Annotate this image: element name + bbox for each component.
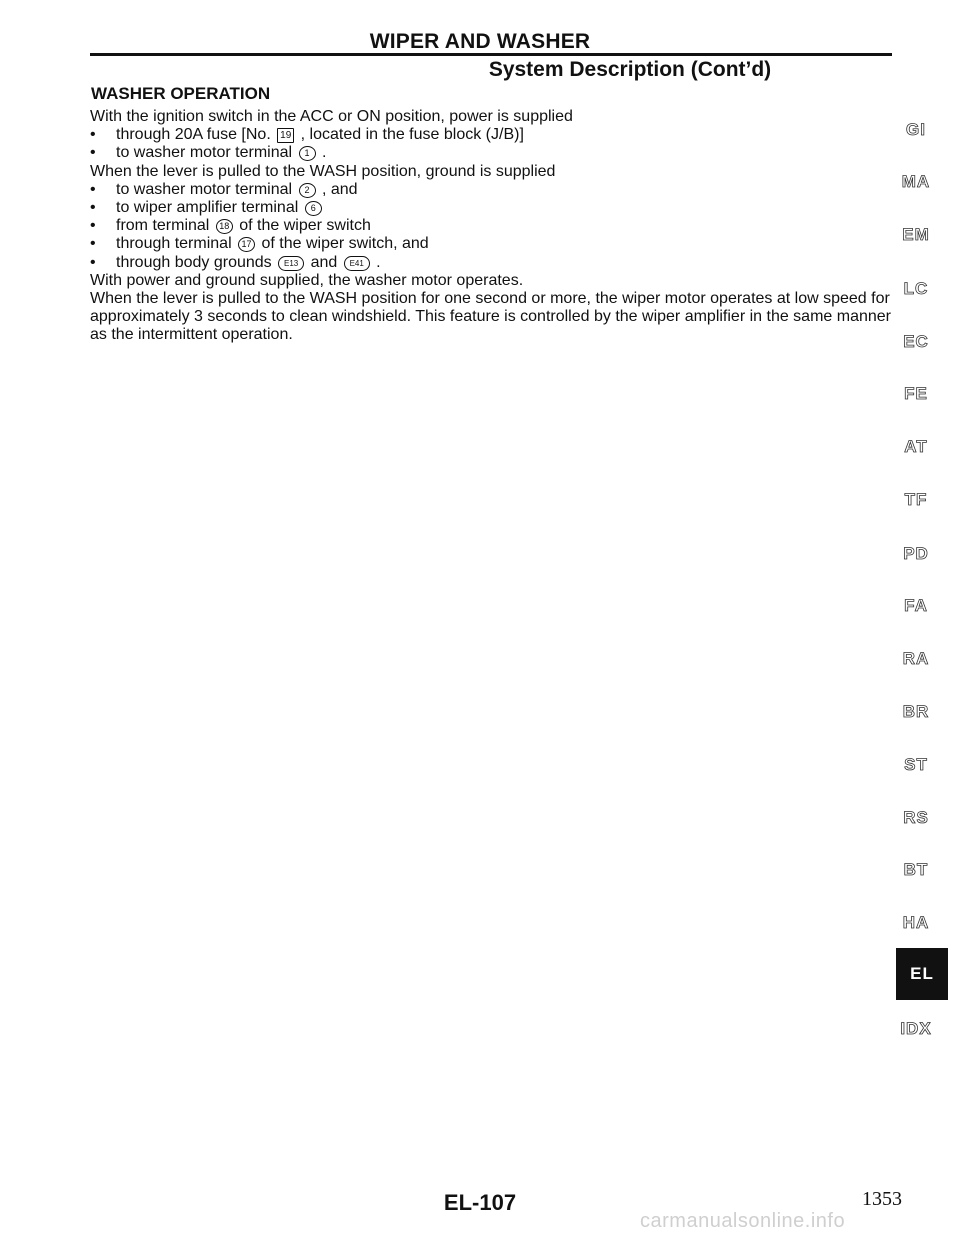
tab-ra[interactable]: RA xyxy=(902,649,930,668)
bullet-item: • through 20A fuse [No. 19 , located in the fuse block (J/B)] xyxy=(90,126,524,144)
body-line: When the lever is pulled to the WASH position, ground is supplied xyxy=(90,162,556,180)
page-number: 1353 xyxy=(862,1188,902,1210)
fuse-number-symbol: 19 xyxy=(277,128,294,143)
tab-lc[interactable]: LC xyxy=(903,279,929,298)
tab-rs[interactable]: RS xyxy=(903,808,929,827)
terminal-symbol: 6 xyxy=(305,201,322,216)
bullet-item: • through terminal 17 of the wiper switch, and xyxy=(90,235,429,253)
tab-ec[interactable]: EC xyxy=(903,332,929,351)
tab-at[interactable]: AT xyxy=(904,437,928,456)
tab-fe[interactable]: FE xyxy=(904,384,928,403)
bullet-icon: • xyxy=(90,199,96,217)
terminal-symbol: 2 xyxy=(299,183,316,198)
terminal-symbol: 17 xyxy=(238,237,255,252)
bullet-icon: • xyxy=(90,235,96,253)
body-line: With power and ground supplied, the washer motor operates. xyxy=(90,271,524,289)
page-title: WIPER AND WASHER xyxy=(369,30,591,53)
body-paragraph: When the lever is pulled to the WASH position for one second or more, the wiper motor operates at low speed for approximately 3 seconds to clean windshield. This feature is controlled by the wiper amplifier in the same manner as the intermittent operation. xyxy=(90,290,891,344)
section-body xyxy=(90,108,900,345)
tab-br[interactable]: BR xyxy=(902,702,930,721)
tab-em[interactable]: EM xyxy=(902,225,930,244)
header-rule xyxy=(90,53,892,56)
tab-idx[interactable]: IDX xyxy=(900,1019,932,1038)
tab-el-active[interactable]: EL xyxy=(896,948,948,1000)
bullet-item: • to washer motor terminal 1 . xyxy=(90,144,327,162)
page-subtitle: System Description (Cont’d) xyxy=(488,58,772,81)
bullet-icon: • xyxy=(90,217,96,235)
terminal-symbol: 1 xyxy=(299,146,316,161)
tab-bt[interactable]: BT xyxy=(903,860,929,879)
page-code: EL-107 xyxy=(443,1190,517,1215)
bullet-item: • to wiper amplifier terminal 6 xyxy=(90,199,900,217)
tab-fa[interactable]: FA xyxy=(904,596,928,615)
section-heading: WASHER OPERATION xyxy=(91,84,271,103)
tab-gi[interactable]: GI xyxy=(906,120,926,139)
bullet-item: • through body grounds E13 and E41 . xyxy=(90,253,381,271)
tab-pd[interactable]: PD xyxy=(903,544,929,563)
bullet-icon: • xyxy=(90,126,96,144)
tab-tf[interactable]: TF xyxy=(904,490,928,509)
tab-ma[interactable]: MA xyxy=(901,172,931,191)
ground-symbol: E13 xyxy=(278,256,304,271)
bullet-icon: • xyxy=(90,253,96,271)
body-line: With the ignition switch in the ACC or ON position, power is supplied xyxy=(90,108,573,125)
tab-ha[interactable]: HA xyxy=(902,913,930,932)
bullet-item: • from terminal 18 of the wiper switch xyxy=(90,217,371,235)
watermark-text: carmanualsonline.info xyxy=(640,1210,846,1232)
bullet-icon: • xyxy=(90,180,96,198)
ground-symbol: E41 xyxy=(344,256,370,271)
tab-st[interactable]: ST xyxy=(904,755,928,774)
terminal-symbol: 18 xyxy=(216,219,233,234)
bullet-icon: • xyxy=(90,144,96,162)
bullet-item: • to washer motor terminal 2 , and xyxy=(90,180,358,198)
